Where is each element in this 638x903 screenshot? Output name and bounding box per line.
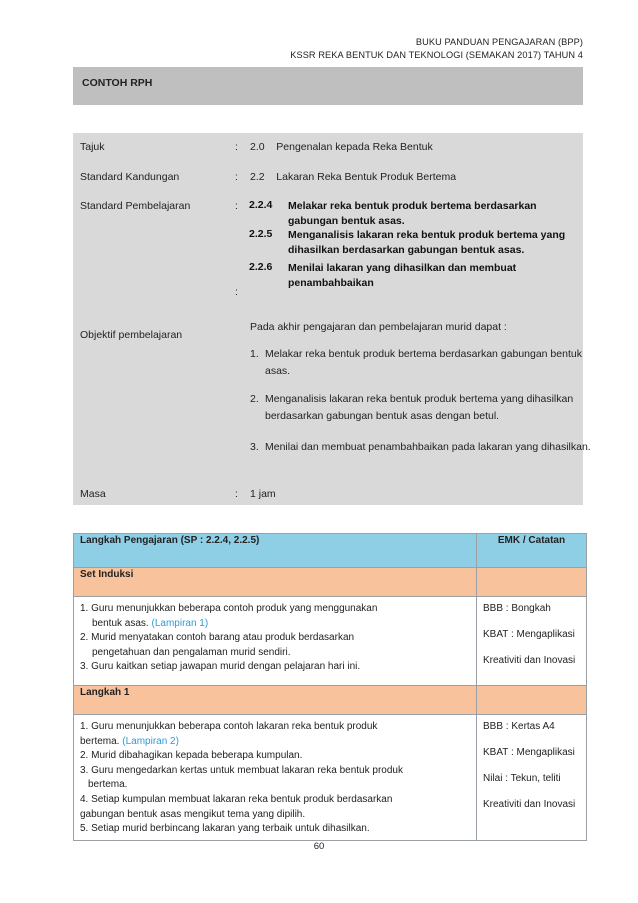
objektif-item-number: 2. (250, 393, 259, 405)
step-text: bentuk asas. (92, 617, 149, 629)
sp-item-text: Melakar reka bentuk produk bertema berdasarkan gabungan bentuk asas. (288, 200, 537, 227)
objektif-item-text: Menilai dan membuat penambahbaikan pada lakaran yang dihasilkan. (265, 441, 591, 453)
set-induksi-steps (74, 597, 477, 686)
objektif-item-text: Menganalisis lakaran reka bentuk produk bertema yang dihasilkan berdasarkan gabungan bentuk asas dengan betul. (265, 393, 574, 422)
header-emk-catatan: EMK / Catatan (477, 534, 587, 568)
teaching-steps-table (73, 533, 587, 841)
rph-info-box (73, 133, 591, 505)
step-line (80, 617, 472, 632)
step-line: 2. Murid dibahagikan kepada beberapa kumpulan. (80, 750, 303, 762)
header-line-1: BUKU PANDUAN PENGAJARAN (BPP) (415, 37, 583, 47)
masa-label: Masa (80, 488, 106, 500)
step-line (80, 735, 472, 750)
step-line: bertema. (88, 779, 128, 791)
emk-item: KBAT : Mengaplikasi (483, 747, 575, 758)
emk-item: BBB : Kertas A4 (483, 721, 555, 732)
sp-item-text: Menilai lakaran yang dihasilkan dan membuat penambahbaikan (288, 262, 517, 289)
langkah-1-header-row (74, 686, 587, 715)
emk-item: Kreativiti dan Inovasi (483, 655, 576, 666)
step-line: 5. Setiap murid berbincang lakaran yang terbaik untuk dihasilkan. (80, 823, 370, 835)
langkah-1-header-empty (477, 686, 587, 715)
step-line: 2. Murid menyatakan contoh barang atau produk berdasarkan (80, 632, 355, 644)
step-text: bertema. (80, 735, 120, 747)
page-number: 60 (313, 841, 325, 852)
step-line: 1. Guru menunjukkan beberapa contoh produk yang menggunakan (80, 603, 378, 614)
emk-item: BBB : Bongkah (483, 603, 551, 614)
masa-value: 1 jam (250, 488, 276, 500)
standard-kandungan-colon: : (235, 171, 238, 183)
step-line: 4. Setiap kumpulan membuat lakaran reka bentuk produk berdasarkan (80, 793, 393, 805)
section-title: CONTOH RPH (73, 67, 583, 105)
sp-item-number: 2.2.6 (249, 261, 273, 273)
step-line: 3. Guru mengedarkan kertas untuk membuat lakaran reka bentuk produk (80, 764, 403, 776)
tajuk-label: Tajuk (80, 141, 105, 153)
step-line: pengetahuan dan pengalaman murid sendiri. (92, 646, 291, 658)
objektif-item-text: Melakar reka bentuk produk bertema berdasarkan gabungan bentuk asas. (265, 348, 582, 377)
langkah-1-title: Langkah 1 (74, 686, 477, 715)
sp-item-text: Menganalisis lakaran reka bentuk produk bertema yang dihasilkan berdasarkan gabungan bentuk asas. (288, 229, 566, 256)
objektif-item-number: 3. (250, 441, 259, 453)
tajuk-colon: : (235, 141, 238, 153)
objektif-item-number: 1. (250, 348, 259, 360)
header-line-2: KSSR REKA BENTUK DAN TEKNOLOGI (SEMAKAN 2017) TAHUN 4 (290, 50, 583, 60)
objektif-intro: Pada akhir pengajaran dan pembelajaran murid dapat : (250, 321, 507, 333)
set-induksi-title: Set Induksi (74, 568, 477, 597)
emk-item: Kreativiti dan Inovasi (483, 799, 576, 810)
set-induksi-emk (477, 597, 587, 686)
masa-colon: : (235, 488, 238, 500)
lampiran-1-link[interactable]: (Lampiran 1) (151, 617, 209, 629)
emk-item: KBAT : Mengaplikasi (483, 629, 575, 640)
header-langkah-pengajaran: Langkah Pengajaran (SP : 2.2.4, 2.2.5) (74, 534, 477, 568)
step-line: gabungan bentuk asas mengikut tema yang dipilih. (80, 808, 306, 820)
set-induksi-row (74, 597, 587, 686)
set-induksi-header-row (74, 568, 587, 597)
table-header-row (74, 534, 587, 568)
langkah-1-emk (477, 715, 587, 841)
step-line: 1. Guru menunjukkan beberapa contoh lakaran reka bentuk produk (80, 721, 378, 732)
standard-pembelajaran-label: Standard Pembelajaran (80, 200, 191, 212)
langkah-1-steps (74, 715, 477, 841)
standard-kandungan-label: Standard Kandungan (80, 171, 180, 183)
standard-pembelajaran-colon-2: : (235, 286, 238, 298)
objektif-label: Objektif pembelajaran (80, 329, 183, 341)
sp-item-number: 2.2.5 (249, 228, 273, 240)
langkah-1-row (74, 715, 587, 841)
standard-pembelajaran-colon: : (235, 200, 238, 212)
step-line: 3. Guru kaitkan setiap jawapan murid dengan pelajaran hari ini. (80, 661, 361, 673)
standard-kandungan-value: 2.2 Lakaran Reka Bentuk Produk Bertema (250, 171, 457, 183)
emk-item: Nilai : Tekun, teliti (483, 773, 561, 784)
tajuk-value: 2.0 Pengenalan kepada Reka Bentuk (250, 141, 433, 153)
lampiran-2-link[interactable]: (Lampiran 2) (122, 735, 179, 747)
set-induksi-header-empty (477, 568, 587, 597)
sp-item-number: 2.2.4 (249, 199, 273, 211)
